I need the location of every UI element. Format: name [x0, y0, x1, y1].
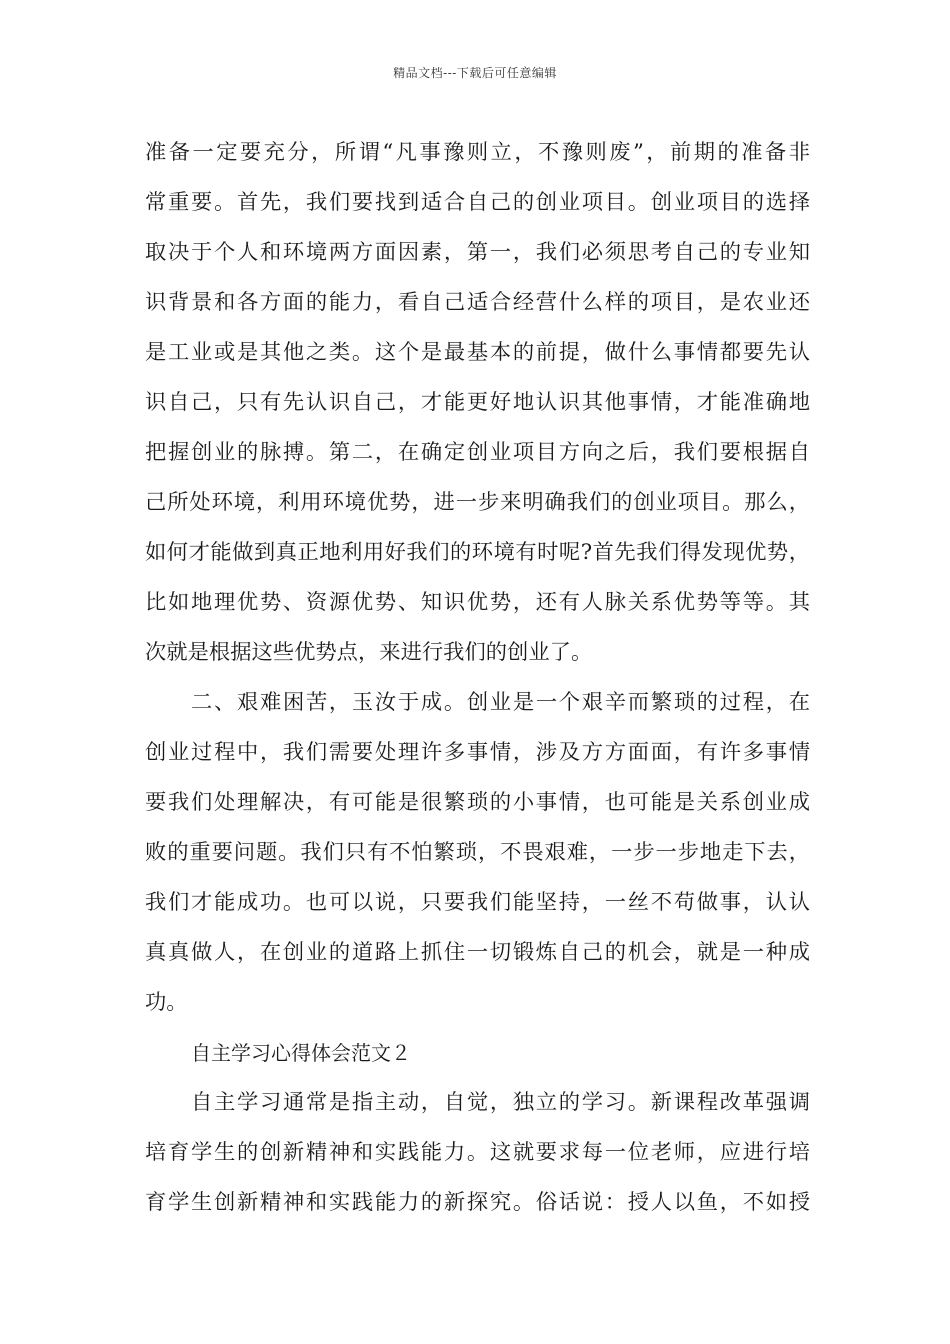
- text-line: 我们才能成功。也可以说，只要我们能坚持，一丝不苟做事，认认: [145, 890, 810, 915]
- text-line: 识背景和各方面的能力，看自己适合经营什么样的项目，是农业还: [145, 290, 810, 315]
- text-line: 败的重要问题。我们只有不怕繁琐，不畏艰难，一步一步地走下去，: [145, 840, 810, 865]
- text-line: 如何才能做到真正地利用好我们的环境有时呢?首先我们得发现优势，: [145, 540, 810, 565]
- text-line: 准备一定要充分，所谓“凡事豫则立，不豫则废”，前期的准备非: [145, 140, 810, 165]
- text-line: 培育学生的创新精神和实践能力。这就要求每一位老师，应进行培: [145, 1140, 810, 1165]
- text-line: 常重要。首先，我们要找到适合自己的创业项目。创业项目的选择: [145, 190, 810, 215]
- text-line: 要我们处理解决，有可能是很繁琐的小事情，也可能是关系创业成: [145, 790, 810, 815]
- paragraph-first-line: 二、艰难困苦，玉汝于成。创业是一个艰辛而繁琐的过程，在: [191, 690, 810, 715]
- text-line: 是工业或是其他之类。这个是最基本的前提，做什么事情都要先认: [145, 340, 810, 365]
- section-heading: 自主学习心得体会范文２: [191, 1041, 411, 1065]
- text-line: 取决于个人和环境两方面因素，第一，我们必须思考自己的专业知: [145, 240, 810, 265]
- page-header: 精品文档---下载后可任意编辑: [393, 66, 557, 80]
- text-line: 把握创业的脉搏。第二，在确定创业项目方向之后，我们要根据自: [145, 440, 810, 465]
- text-line: 创业过程中，我们需要处理许多事情，涉及方方面面，有许多事情: [145, 740, 810, 765]
- text-line: 比如地理优势、资源优势、知识优势，还有人脉关系优势等等。其: [145, 590, 810, 615]
- text-line: 真真做人，在创业的道路上抓住一切锻炼自己的机会，就是一种成: [145, 940, 810, 965]
- document-body: [145, 128, 810, 1228]
- text-line: 育学生创新精神和实践能力的新探究。俗话说：授人以鱼，不如授: [145, 1190, 810, 1215]
- text-line: 己所处环境，利用环境优势，进一步来明确我们的创业项目。那么，: [145, 490, 810, 515]
- text-line: 功。: [145, 990, 188, 1015]
- text-line: 次就是根据这些优势点，来进行我们的创业了。: [145, 640, 593, 665]
- text-line: 识自己，只有先认识自己，才能更好地认识其他事情，才能准确地: [145, 390, 810, 415]
- paragraph-first-line: 自主学习通常是指主动，自觉，独立的学习。新课程改革强调: [191, 1090, 810, 1115]
